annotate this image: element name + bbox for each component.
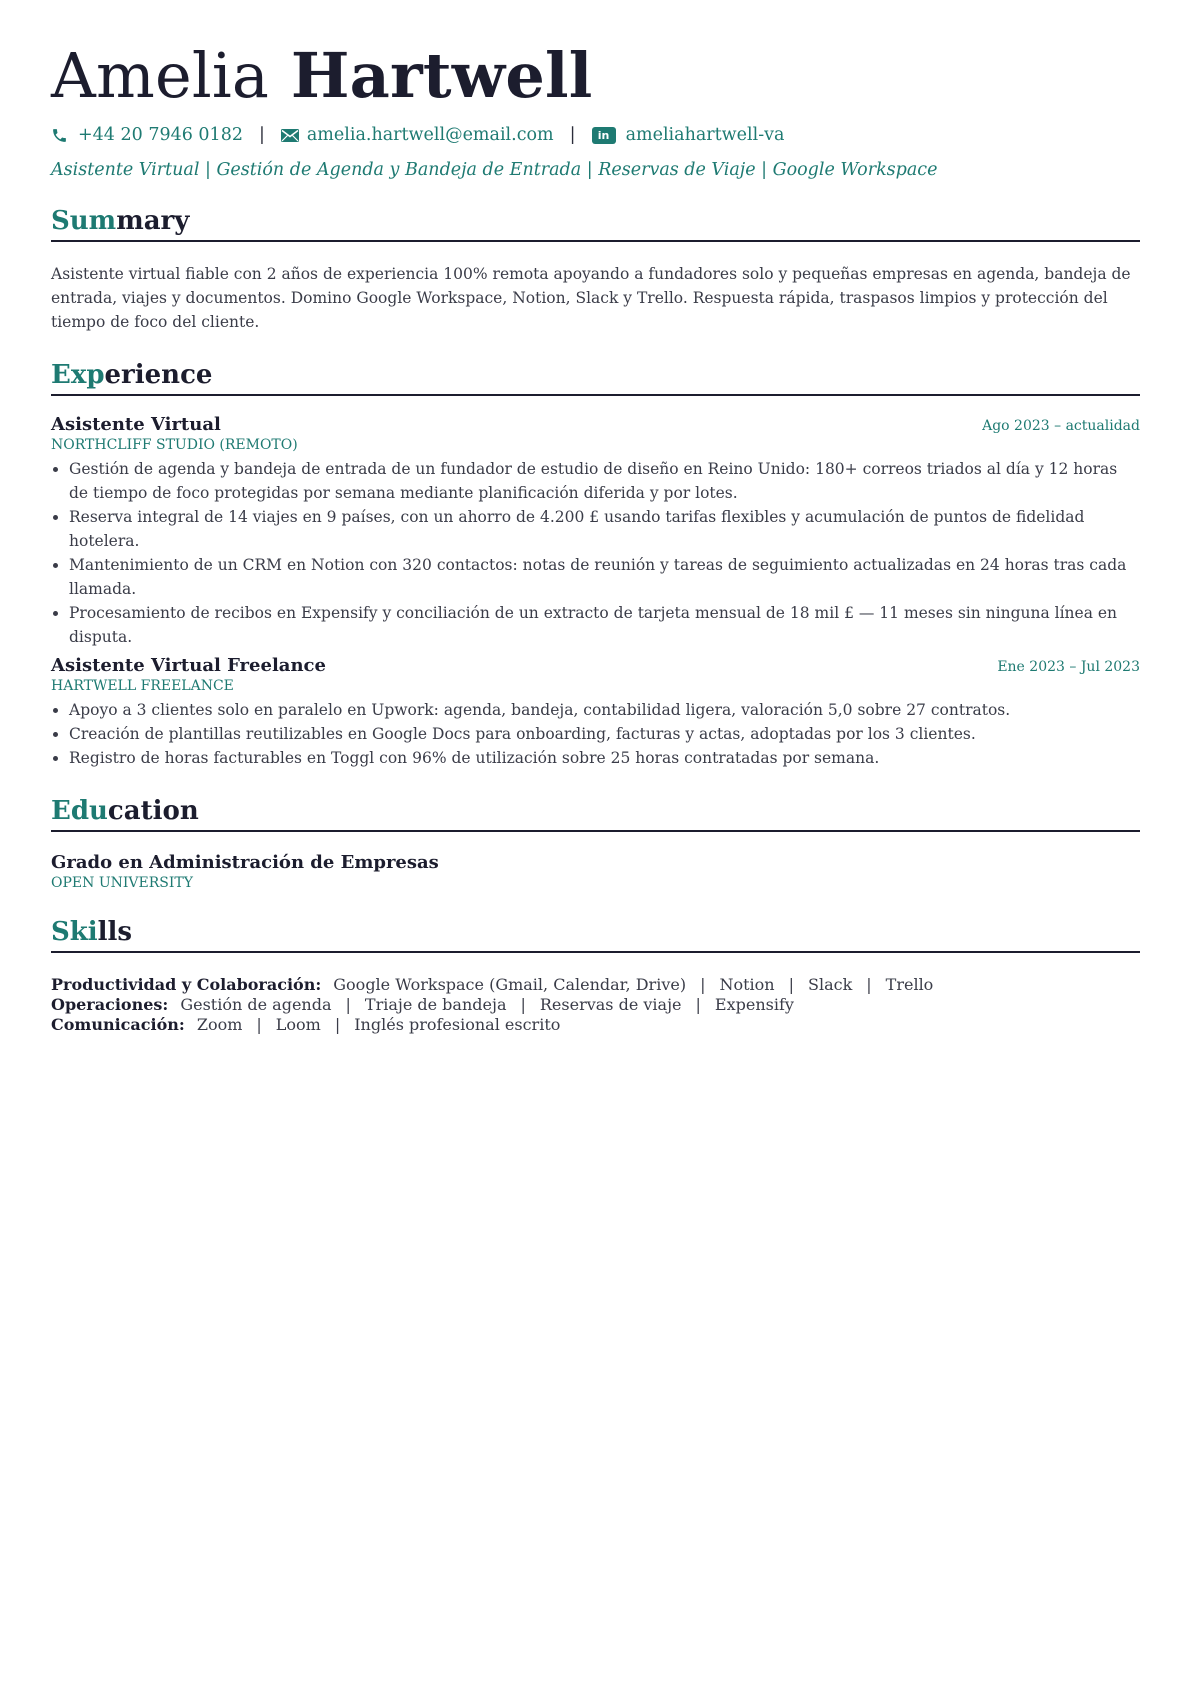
skill-item: Expensify [714,995,794,1014]
section-heading-skills: Skills [51,915,1140,953]
job-entry [51,655,1140,770]
skill-separator: | [345,995,351,1014]
skill-row [51,995,1140,1015]
candidate-name [51,40,1140,112]
skill-item: Trello [885,975,934,994]
skill-item: Google Workspace (Gmail, Calendar, Drive) [333,975,687,994]
skill-row [51,1015,1140,1035]
contact-phone [51,125,243,145]
linkedin-link[interactable]: ameliahartwell-va [625,125,785,145]
skill-separator: | [334,1015,341,1034]
phone-icon [51,127,68,144]
school-name: OPEN UNIVERSITY [51,875,193,891]
education-section [51,794,1140,891]
job-bullet: • Mantenimiento de un CRM en Notion con 320 contactos: notas de reunión y tareas de seguimiento actualizadas en 24 horas tras cada llamada. [69,553,1140,601]
job-bullet: • Procesamiento de recibos en Expensify y conciliación de un extracto de tarjeta mensual de 18 mil £ — 11 meses sin ninguna línea en disputa. [69,601,1140,649]
summary-text: Asistente virtual fiable con 2 años de experiencia 100% remota apoyando a fundadores solo y pequeñas empresas en agenda, bandeja de entrada, viajes y documentos. Domino Google Workspace, Notion, Slack y Trello. Respuesta rápida, traspasos limpios y protección del tiempo de foco del cliente. [51,265,1131,331]
experience-section [51,358,1140,770]
skill-separator: | [695,995,701,1014]
phone-number[interactable]: +44 20 7946 0182 [78,125,243,145]
skill-item: Inglés profesional escrito [354,1015,561,1034]
headline-tagline: Asistente Virtual | Gestión de Agenda y Bandeja de Entrada | Reservas de Viaje | Google Workspace [51,160,938,180]
section-heading-experience: Experience [51,358,1140,396]
job-bullets [51,698,1140,770]
job-bullets [51,457,1140,649]
linkedin-icon: in [592,127,616,144]
job-company: NORTHCLIFF STUDIO (REMOTO) [51,437,298,453]
job-bullet: • Creación de plantillas reutilizables en Google Docs para onboarding, facturas y actas, adoptadas por los 3 clientes. [69,722,1140,746]
contact-bar [51,122,1140,148]
skill-category: Productividad y Colaboración: [51,975,322,994]
skill-category: Comunicación: [51,1015,185,1034]
job-title: Asistente Virtual Freelance [51,655,326,676]
job-date: Ago 2023 – actualidad [982,418,1140,434]
skill-separator: | [520,995,526,1014]
skill-item: Slack [807,975,853,994]
section-heading-education: Education [51,794,1140,832]
contact-separator: | [569,125,576,145]
skill-item: Gestión de agenda [180,995,332,1014]
education-entry [51,852,1140,891]
job-date: Ene 2023 – Jul 2023 [997,659,1140,675]
email-link[interactable]: amelia.hartwell@email.com [306,125,554,145]
skill-item: Reservas de viaje [539,995,682,1014]
contact-linkedin [592,125,785,145]
contact-separator: | [258,125,265,145]
job-bullet: • Reserva integral de 14 viajes en 9 países, con un ahorro de 4.200 £ usando tarifas flexibles y acumulación de puntos de fidelidad hotelera. [69,505,1140,553]
skill-item: Notion [719,975,775,994]
job-header [51,414,1140,435]
job-company: HARTWELL FREELANCE [51,678,234,694]
skill-category: Operaciones: [51,995,169,1014]
job-bullet: • Apoyo a 3 clientes solo en paralelo en Upwork: agenda, bandeja, contabilidad ligera, valoración 5,0 sobre 27 contratos. [69,698,1140,722]
last-name: Hartwell [290,39,593,112]
skills-list [51,975,1140,1035]
first-name: Amelia [51,39,270,112]
job-bullet: • Gestión de agenda y bandeja de entrada de un fundador de estudio de diseño en Reino Unido: 180+ correos triados al día y 12 horas de tiempo de foco protegidas por semana mediante planificación diferida y por lotes. [69,457,1140,505]
envelope-icon [281,129,299,142]
degree-title: Grado en Administración de Empresas [51,852,439,873]
skill-separator: | [866,975,872,994]
skills-section [51,915,1140,1035]
section-heading-summary: Summary [51,204,1140,242]
skill-separator: | [700,975,706,994]
job-bullet: • Registro de horas facturables en Toggl con 96% de utilización sobre 25 horas contratadas por semana. [69,746,1140,770]
job-title: Asistente Virtual [51,414,221,435]
skill-row [51,975,1140,995]
contact-email [281,125,554,145]
job-header [51,655,1140,676]
skill-separator: | [256,1015,262,1034]
skill-item: Zoom [196,1015,243,1034]
skill-item: Loom [275,1015,321,1034]
summary-section [51,204,1140,334]
skill-separator: | [788,975,794,994]
job-entry [51,414,1140,649]
skill-item: Triaje de bandeja [364,995,507,1014]
